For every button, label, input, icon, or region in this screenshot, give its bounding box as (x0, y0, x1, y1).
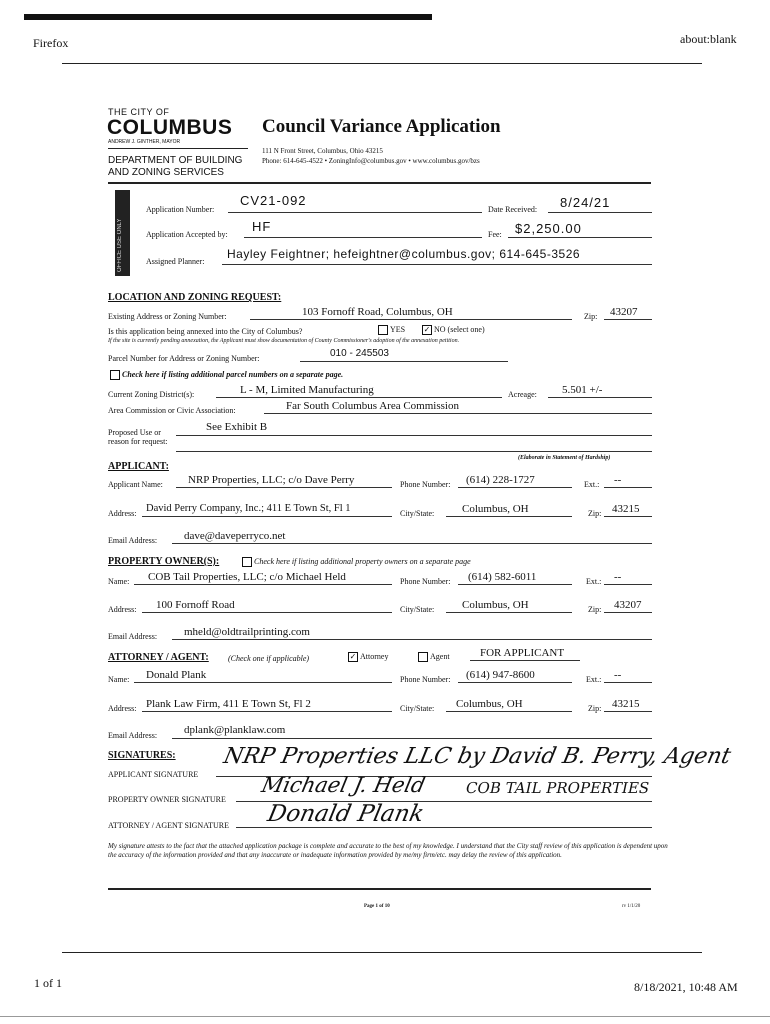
for-applicant-value[interactable]: FOR APPLICANT (480, 647, 565, 659)
applicant-email-value[interactable]: dave@daveperryco.net (184, 530, 286, 542)
owner-ext-value[interactable]: -- (614, 571, 622, 583)
applicant-city-value[interactable]: Columbus, OH (462, 503, 529, 515)
address-line: 111 N Front Street, Columbus, Ohio 43215 (262, 147, 383, 155)
acreage-value[interactable]: 5.501 +/- (562, 384, 603, 396)
top-black-bar (24, 14, 432, 20)
attorney-name-value[interactable]: Donald Plank (146, 669, 207, 681)
owner-check-label: Check here if listing additional property owners on a separate page (254, 557, 471, 566)
elaborate-note: (Elaborate in Statement of Hardship) (518, 455, 611, 461)
owner-city-label: City/State: (400, 605, 435, 614)
attorney-address-value[interactable]: Plank Law Firm, 411 E Town St, Fl 2 (146, 698, 311, 710)
applicant-signature-label: APPLICANT SIGNATURE (108, 770, 199, 779)
owner-email-label: Email Address: (108, 632, 158, 641)
app-number-label: Application Number: (146, 205, 215, 214)
annexed-yes-checkbox[interactable] (378, 325, 388, 335)
browser-app-name: Firefox (33, 36, 69, 50)
check-parcels-checkbox[interactable] (110, 370, 120, 380)
office-use-label: OFFICE USE ONLY (117, 218, 123, 272)
check-parcels-label: Check here if listing additional parcel numbers on a separate page. (122, 370, 344, 379)
accepted-by-value[interactable]: HF (252, 219, 272, 234)
applicant-name-value[interactable]: NRP Properties, LLC; c/o Dave Perry (188, 474, 355, 486)
page-top-rule (62, 63, 702, 64)
form-title: Council Variance Application (262, 116, 501, 137)
accepted-by-line (244, 225, 482, 238)
attorney-signature-label: ATTORNEY / AGENT SIGNATURE (108, 821, 229, 830)
attorney-city-label: City/State: (400, 704, 435, 713)
attestation-rule (108, 888, 651, 890)
scan-artifact-line (0, 1016, 770, 1017)
zoning-district-value[interactable]: L - M, Limited Manufacturing (240, 384, 374, 396)
proposed-use-label (108, 428, 168, 446)
attorney-phone-label: Phone Number: (400, 675, 451, 684)
date-received-label: Date Received: (488, 205, 538, 214)
contact-line: Phone: 614-645-4522 • ZoningInfo@columbus.gov • www.columbus.gov/bzs (262, 157, 480, 165)
attorney-ext-value[interactable]: -- (614, 669, 622, 681)
print-timestamp: 8/18/2021, 10:48 AM (634, 980, 738, 994)
attorney-check-note: (Check one if applicable) (228, 654, 310, 663)
annexed-yes[interactable] (376, 325, 405, 335)
owner-city-value[interactable]: Columbus, OH (462, 599, 529, 611)
owner-phone-label: Phone Number: (400, 577, 451, 586)
zoning-district-label: Current Zoning District(s): (108, 390, 195, 399)
applicant-city-label: City/State: (400, 509, 435, 518)
accepted-by-label: Application Accepted by: (146, 230, 228, 239)
department-name: DEPARTMENT OF BUILDING AND ZONING SERVICES (108, 155, 243, 178)
existing-address-label: Existing Address or Zoning Number: (108, 312, 227, 321)
annexation-note: If the site is currently pending annexation, the Applicant must show documentation of County Commissioner's adoption of the annexation petition. (108, 338, 460, 344)
owner-name-value[interactable]: COB Tail Properties, LLC; c/o Michael Held (148, 571, 346, 583)
location-zip-label: Zip: (584, 312, 598, 321)
area-commission-label: Area Commission or Civic Association: (108, 406, 236, 415)
agent-checkbox[interactable] (418, 652, 428, 662)
check-parcels[interactable] (108, 370, 343, 380)
applicant-phone-value[interactable]: (614) 228-1727 (466, 474, 535, 486)
location-zip-value[interactable]: 43207 (610, 306, 638, 318)
fee-value[interactable]: $2,250.00 (515, 221, 582, 236)
owner-address-value[interactable]: 100 Fornoff Road (156, 599, 235, 611)
form-revision: rv 1/1/20 (622, 904, 641, 909)
office-address (262, 146, 480, 166)
date-received-value[interactable]: 8/24/21 (560, 195, 611, 210)
agent-option-label: Agent (430, 652, 450, 661)
attorney-zip-label: Zip: (588, 704, 602, 713)
owner-ext-label: Ext.: (586, 577, 602, 586)
applicant-zip-label: Zip: (588, 509, 602, 518)
annexed-no-label: NO (select one) (434, 325, 485, 334)
applicant-address-value[interactable]: David Perry Company, Inc.; 411 E Town St, Fl 1 (146, 503, 351, 514)
proposed-use-value[interactable]: See Exhibit B (206, 421, 268, 433)
parcel-value[interactable]: 010 - 245503 (330, 348, 389, 359)
attorney-zip-value[interactable]: 43215 (612, 698, 640, 710)
owner-check-checkbox[interactable] (242, 557, 252, 567)
applicant-email-label: Email Address: (108, 536, 158, 545)
applicant-name-label: Applicant Name: (108, 480, 163, 489)
annexed-no-checkbox[interactable]: ✓ (423, 325, 431, 335)
attorney-ext-line (604, 670, 652, 683)
fee-label: Fee: (488, 230, 502, 239)
applicant-ext-label: Ext.: (584, 480, 600, 489)
owner-signature[interactable]: Michael J. Held (259, 773, 428, 797)
proposed-use-label-2: reason for request: (108, 437, 168, 446)
owner-signature-label: PROPERTY OWNER SIGNATURE (108, 795, 226, 804)
acreage-label: Acreage: (508, 390, 537, 399)
owner-company-signature[interactable]: COB TAIL PROPERTIES (464, 779, 652, 797)
attorney-phone-value[interactable]: (614) 947-8600 (466, 669, 535, 681)
attestation-text: My signature attests to the fact that the attached application package is complete and accurate to the best of my knowledge. I understand that the City staff review of this application is dependent upon the accuracy of the information provided and that any inaccurate or inadequate information provided by me/my firm/etc. may delay the review of this application. (108, 842, 668, 859)
attorney-option[interactable] (346, 652, 388, 662)
page-number: Page 1 of 10 (364, 904, 390, 909)
attorney-address-label: Address: (108, 704, 137, 713)
applicant-phone-label: Phone Number: (400, 480, 451, 489)
annexed-no[interactable] (420, 325, 485, 335)
attorney-heading: ATTORNEY / AGENT: (108, 652, 209, 663)
attorney-email-value[interactable]: dplank@planklaw.com (184, 724, 286, 736)
area-commission-value[interactable]: Far South Columbus Area Commission (286, 400, 459, 412)
owner-ext-line (604, 572, 652, 585)
attorney-signature[interactable]: Donald Plank (265, 801, 427, 827)
location-heading: LOCATION AND ZONING REQUEST: (108, 292, 282, 303)
applicant-zip-value[interactable]: 43215 (612, 503, 640, 515)
page-count: 1 of 1 (34, 976, 62, 990)
logo-rule (108, 148, 248, 149)
proposed-use-label-1: Proposed Use or (108, 428, 161, 437)
app-number-value[interactable]: CV21-092 (240, 193, 307, 208)
attorney-option-label: Attorney (360, 652, 389, 661)
attorney-email-label: Email Address: (108, 731, 158, 740)
owner-address-label: Address: (108, 605, 137, 614)
applicant-address-label: Address: (108, 509, 137, 518)
proposed-use-line-2 (176, 439, 652, 452)
owner-check[interactable] (240, 557, 471, 567)
logo-the-city-of: THE CITY OF (108, 107, 170, 117)
browser-url: about:blank (680, 32, 737, 46)
applicant-signature[interactable]: NRP Properties LLC by David B. Perry, Agent (221, 744, 734, 769)
applicant-ext-value[interactable]: -- (614, 474, 622, 486)
attorney-name-label: Name: (108, 675, 130, 684)
agent-option[interactable] (416, 652, 450, 662)
page-bottom-rule (62, 952, 702, 953)
owner-email-value[interactable]: mheld@oldtrailprinting.com (184, 626, 310, 638)
applicant-ext-line (604, 475, 652, 488)
existing-address-value[interactable]: 103 Fornoff Road, Columbus, OH (302, 306, 453, 318)
owner-heading: PROPERTY OWNER(S): (108, 556, 220, 567)
parcel-label: Parcel Number for Address or Zoning Number: (108, 354, 260, 363)
owner-name-label: Name: (108, 577, 130, 586)
annexed-yes-label: YES (390, 325, 406, 334)
owner-zip-value[interactable]: 43207 (614, 599, 642, 611)
attorney-ext-label: Ext.: (586, 675, 602, 684)
header-rule (108, 182, 651, 184)
logo-mayor: ANDREW J. GINTHER, MAYOR (108, 139, 181, 145)
attorney-city-value[interactable]: Columbus, OH (456, 698, 523, 710)
owner-zip-label: Zip: (588, 605, 602, 614)
planner-value[interactable]: Hayley Feightner; hefeightner@columbus.gov; 614-645-3526 (227, 247, 581, 261)
signatures-heading: SIGNATURES: (108, 750, 176, 761)
applicant-heading: APPLICANT: (108, 461, 169, 472)
planner-label: Assigned Planner: (146, 257, 205, 266)
annexed-question: Is this application being annexed into the City of Columbus? (108, 327, 303, 336)
owner-phone-value[interactable]: (614) 582-6011 (468, 571, 537, 583)
attorney-checkbox[interactable]: ✓ (349, 652, 357, 662)
logo-columbus: COLUMBUS (107, 116, 233, 139)
